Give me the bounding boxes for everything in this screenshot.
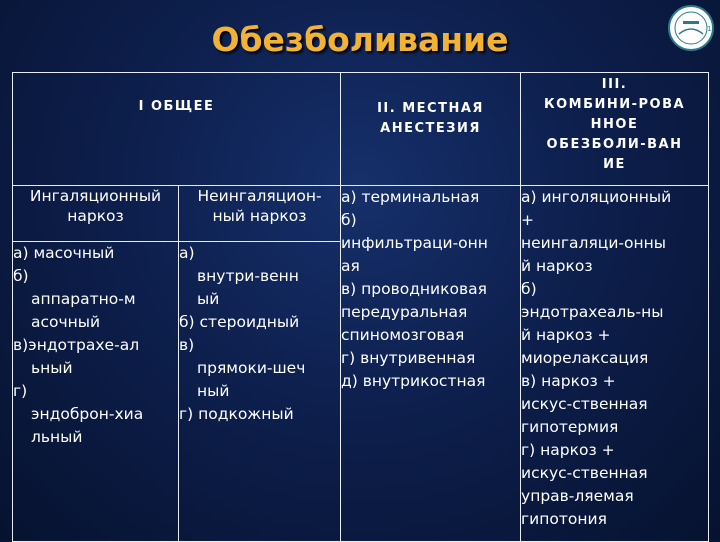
list-item: й наркоз +	[521, 326, 611, 344]
list-item: искус-ственная	[521, 395, 648, 413]
list-item-cont: ьный	[31, 359, 73, 377]
logo-text: 1	[707, 25, 712, 33]
list-item: управ-ляемая	[521, 487, 634, 505]
inhalation-list	[13, 242, 179, 542]
list-item: б)	[521, 280, 537, 298]
list-item: д) внутрикостная	[341, 372, 486, 390]
list-item: гипотермия	[521, 418, 619, 436]
list-item: передуральная	[341, 303, 468, 321]
list-item: а) терминальная	[341, 188, 480, 206]
list-item: г)	[13, 382, 28, 400]
list-item: г) подкожный	[179, 405, 294, 423]
list-item-cont: льный	[31, 428, 83, 446]
list-item: в) наркоз +	[521, 372, 616, 390]
header-combined-line: КОМБИНИ-РОВА	[543, 97, 686, 112]
slide-title: Обезболивание	[211, 20, 509, 59]
list-item: гипотония	[521, 510, 607, 528]
list-item: а) масочный	[13, 244, 115, 262]
non-inhalation-list	[179, 242, 341, 542]
header-general	[13, 73, 341, 186]
subheader-non-inhalation	[179, 186, 341, 242]
local-anesthesia-list	[341, 186, 521, 542]
list-item-cont: внутри-венн	[197, 267, 299, 285]
university-seal-icon	[667, 4, 715, 52]
header-combined-line: ОБЕЗБОЛИ-ВАН	[546, 137, 683, 152]
list-item: а)	[179, 244, 195, 262]
list-item: эндотрахеаль-ны	[521, 303, 664, 321]
combined-anesthesia-list	[521, 186, 709, 542]
subheader-inhalation	[13, 186, 179, 242]
header-general-label: I ОБЩЕЕ	[138, 99, 215, 114]
header-combined-line: ИЕ	[603, 157, 626, 172]
list-item-cont: аппаратно-м	[31, 290, 136, 308]
subheader-line: Неингаляцион-	[197, 187, 322, 205]
list-item: й наркоз	[521, 257, 593, 275]
list-item: в)	[179, 336, 195, 354]
subheader-line: Ингаляционный	[29, 187, 162, 205]
list-item-cont: прямоки-шеч	[197, 359, 306, 377]
list-item-cont: асочный	[31, 313, 101, 331]
list-item: г) внутривенная	[341, 349, 476, 367]
list-item: в) проводниковая	[341, 280, 487, 298]
header-local	[341, 73, 521, 186]
list-item: искус-ственная	[521, 464, 648, 482]
list-item: б)	[13, 267, 29, 285]
list-item-cont: ый	[197, 290, 220, 308]
list-item: б) стероидный	[179, 313, 300, 331]
list-item: ая	[341, 257, 360, 275]
header-local-line: АНЕСТЕЗИЯ	[380, 121, 481, 136]
list-item: миорелаксация	[521, 349, 649, 367]
subheader-line: ный наркоз	[212, 207, 307, 225]
list-item: б)	[341, 211, 357, 229]
list-item: неингаляци-онны	[521, 234, 666, 252]
list-item: +	[521, 211, 535, 229]
anesthesia-table	[12, 72, 709, 542]
header-combined-line: III.	[601, 77, 628, 92]
list-item: спиномозговая	[341, 326, 465, 344]
header-local-line: II. МЕСТНАЯ	[377, 101, 484, 116]
list-item: инфильтраци-онн	[341, 234, 488, 252]
list-item-cont: ный	[197, 382, 230, 400]
header-combined-line: ННОЕ	[590, 117, 639, 132]
list-item: а) инголяционный	[521, 188, 672, 206]
subheader-line: наркоз	[67, 207, 124, 225]
list-item-cont: эндоброн-хиа	[31, 405, 144, 423]
list-item: в)эндотрахе-ал	[13, 336, 140, 354]
list-item: г) наркоз +	[521, 441, 615, 459]
header-combined	[521, 73, 709, 186]
